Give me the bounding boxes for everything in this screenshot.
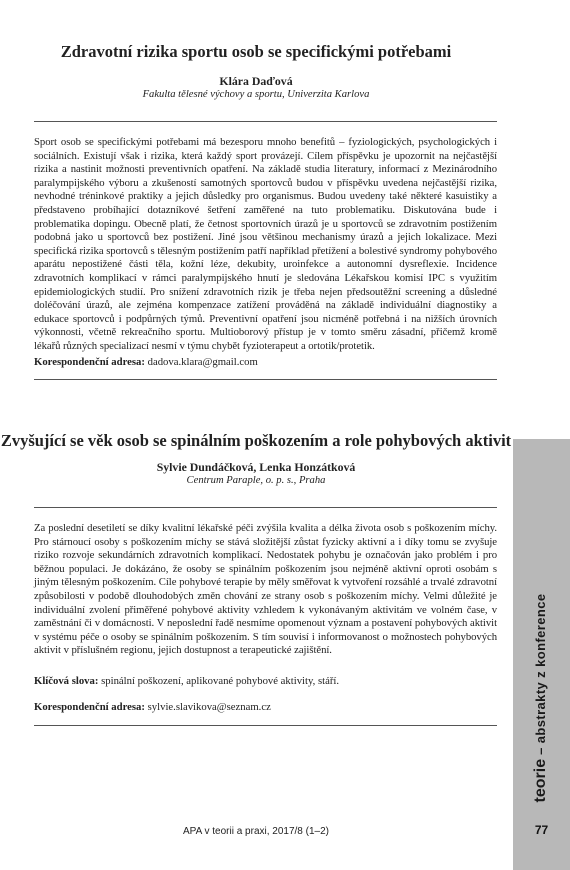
correspondence-label: Korespondenční adresa: — [34, 356, 145, 368]
article2-top-divider — [34, 507, 497, 508]
article2-title: Zvyšující se věk osob se spinálním poškozením a role pohybových aktivit — [0, 431, 512, 450]
article1-affiliation: Fakulta tělesné výchovy a sportu, Univerzita Karlova — [142, 89, 370, 100]
article1-abstract: Sport osob se specifickými potřebami má bezesporu mnoho benefitů – fyziologických, psychologických i sociálních. Existují však i rizika, která každý sport provázejí. Cílem příspěvku je upozornit na nejčastější rizika a nastinit možnosti preventivních opatření. Na základě studia literatury, informací z Mezinárodního paralympijského výboru a zkušeností samotných sportovců budou v příspěvku uvedena nejčastější rizika, nevhodné tréninkové praktiky a jejich důsledky pro organismus. Budou uvedeny také některé kasuistiky a představeno probíhající dotazníkové šetření zaměřené na tuto problematiku. Diskutována bude i problematika dopingu. Obecně platí, že četnost sportovních úrazů je u sportovců se zdravotním postižením podobná jako u sportovců bez postižení. Jiné jsou většinou mechanismy úrazů a jejich lokalizace. Mezi specifická rizika sportovců s tělesným postižením patří například přetížení a bolestivé syndromy pohybového aparátu nepostižené části těla, kožní léze, dekubity, uroinfekce a autonomní dysreflexie. Incidence zdravotních komplikací v rámci paralympijského hnutí je sledována Lékařskou komisí IPC s využitím epidemiologických studií. Pro snížení zdravotních rizik je třeba nejen předsoutěžní screening a důsledné doléčování úrazů, ale zejména kompenzace zatížení prováděná na základě individuální diagnostiky a edukace sportovců i podpůrných týmů. Preventivní opatření jsou nicméně potřebná i na nižších úrovních výkonnosti, včetně rekreačního sportu. Multioborový přístup je v tomto směru zásadní, přičemž kromě lékařů různých specializací nesmí v týmu chybět fyzioterapeut a ortotik/protetik. — [34, 136, 497, 352]
article2-bottom-divider — [34, 725, 497, 726]
article2-keywords — [34, 675, 497, 688]
journal-footer: APA v teorii a praxi, 2017/8 (1–2) — [182, 826, 329, 837]
article2-abstract: Za poslední desetiletí se díky kvalitní lékařské péči zvýšila kvalita a délka života osob s poškozením míchy. Pro stárnoucí osoby s poškozením míchy se stává složitější zůstat fyzicky aktivní a i díky tomu se zvyšuje riziko rozvoje sekundárních zdravotních komplikací. Nedostatek pohybu je označován jako problém i pro běžnou populaci. Je dokázáno, že osoby se spinálním poškozením jsou nejméně aktivní oproti osobám s jiným tělesným poškozením. Cíle pohybové terapie by měly směřovat k vytvoření rozsáhlé a trvalé zdravotní způsobilosti v podobě dlouhodobých změn chování ze strany osob s poškozením míchy. Velmi důležité je individuální zvolení přiměřené pohybové aktivity vzhledem k vykonávaným aktivitám ve volném čase, v zaměstnání či v domácnosti. V neposlední řadě nesmíme opomenout význam a postavení pohybových aktivit v systému péče o osoby se spinálním poškozením. S tím souvisí i informovanost o možnostech pohybových aktivit v příslušném regionu, jejich dostupnost a terapeutické zajištění. — [34, 522, 497, 657]
article2-correspondence — [34, 701, 497, 714]
article2-affiliation: Centrum Paraple, o. p. s., Praha — [186, 475, 326, 486]
correspondence-email: dadova.klara@gmail.com — [147, 356, 258, 368]
correspondence-label: Korespondenční adresa: — [34, 701, 145, 713]
sidebar-subsection: abstrakty z konference — [533, 593, 548, 744]
keywords-value: spinální poškození, aplikované pohybové aktivity, stáří. — [101, 675, 340, 687]
article1-title: Zdravotní rizika sportu osob se specifickými potřebami — [60, 42, 452, 61]
sidebar-separator: – — [533, 743, 548, 759]
keywords-label: Klíčová slova: — [34, 675, 99, 687]
article2-authors: Sylvie Dundáčková, Lenka Honzátková — [156, 460, 356, 474]
article1-authors: Klára Daďová — [219, 74, 293, 88]
article1-bottom-divider — [34, 379, 497, 380]
article1-top-divider — [34, 121, 497, 122]
correspondence-email: sylvie.slavikova@seznam.cz — [147, 701, 271, 713]
page-number: 77 — [534, 823, 549, 837]
section-sidebar-label — [532, 594, 550, 803]
article1-correspondence — [34, 356, 497, 369]
sidebar-section: teorie — [532, 758, 549, 803]
